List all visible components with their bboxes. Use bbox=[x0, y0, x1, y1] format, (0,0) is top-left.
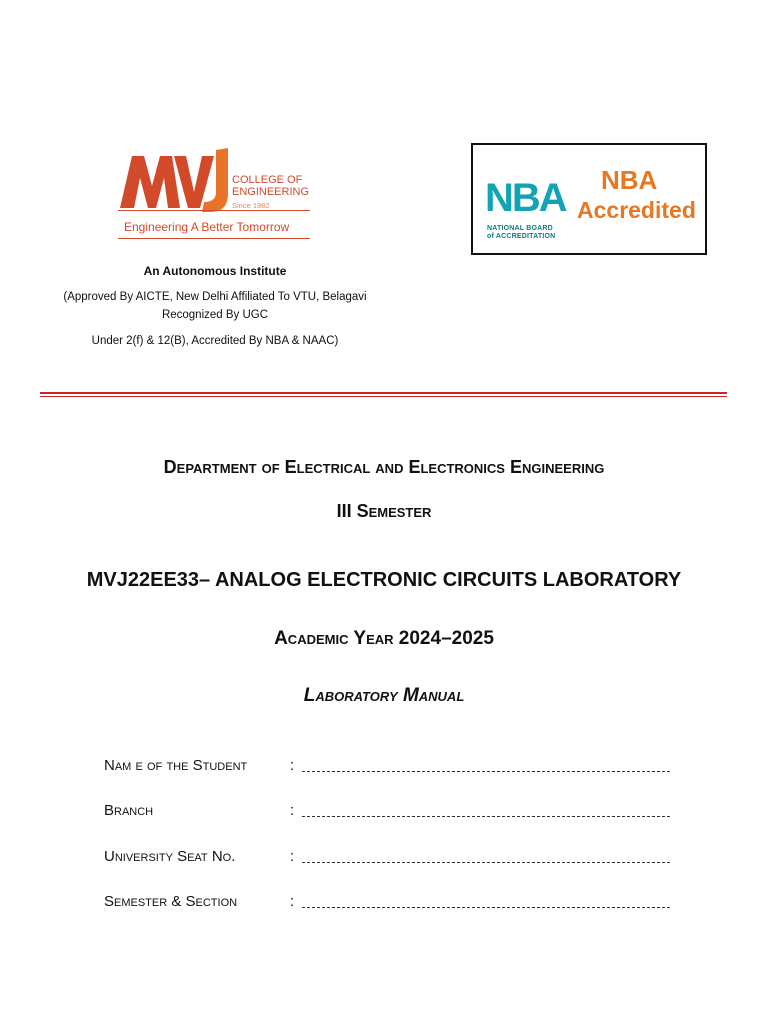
college-name-line2: ENGINEERING bbox=[232, 186, 310, 198]
department-title: Department of Electrical and Electronics Engineering bbox=[163, 457, 605, 477]
course-title: MVJ22EE33– ANALOG ELECTRONIC CIRCUITS LABORATORY bbox=[86, 569, 682, 591]
header-divider-thin bbox=[40, 396, 727, 397]
student-name-blank[interactable] bbox=[302, 771, 670, 772]
nba-full-name bbox=[487, 225, 555, 241]
academic-year: Academic Year 2024–2025 bbox=[274, 628, 494, 649]
field-label: Branch bbox=[104, 802, 154, 819]
nba-logo-mark bbox=[485, 171, 569, 223]
nba-accredited-label: Accredited bbox=[577, 197, 696, 223]
header-divider bbox=[40, 392, 727, 394]
nba-sub-line1: NATIONAL BOARD bbox=[487, 225, 553, 232]
since-year: Since 1982 bbox=[232, 201, 270, 210]
field-colon: : bbox=[290, 757, 295, 774]
field-label: Semester & Section bbox=[104, 893, 238, 910]
nba-title: NBA bbox=[601, 165, 658, 195]
nba-mark-text: NBA bbox=[485, 176, 566, 220]
field-colon: : bbox=[290, 802, 295, 819]
nba-sub-line2: of ACCREDITATION bbox=[487, 233, 556, 240]
field-label: University Seat No. bbox=[104, 848, 236, 865]
usn-blank[interactable] bbox=[302, 862, 670, 863]
approval-line-1: (Approved By AICTE, New Delhi Affiliated To VTU, Belagavi bbox=[63, 291, 367, 303]
institute-info bbox=[40, 262, 390, 350]
field-label: Nam e of the Student bbox=[104, 757, 248, 774]
college-name bbox=[232, 174, 309, 198]
branch-blank[interactable] bbox=[302, 816, 670, 817]
logo-divider bbox=[118, 210, 310, 211]
field-colon: : bbox=[290, 848, 295, 865]
manual-title: Laboratory Manual bbox=[303, 685, 465, 706]
approval-line-2: Recognized By UGC bbox=[161, 309, 269, 321]
autonomous-label: An Autonomous Institute bbox=[143, 264, 287, 278]
nba-accreditation-badge bbox=[471, 143, 707, 255]
semester-section-blank[interactable] bbox=[302, 907, 670, 908]
mvj-logo-mark bbox=[118, 146, 230, 214]
usn-field[interactable] bbox=[104, 848, 670, 872]
college-tagline: Engineering A Better Tomorrow bbox=[124, 220, 290, 234]
field-colon: : bbox=[290, 893, 295, 910]
student-name-field[interactable] bbox=[104, 757, 670, 781]
branch-field[interactable] bbox=[104, 802, 670, 826]
logo-divider-bottom bbox=[118, 238, 310, 239]
semester-title: III Semester bbox=[336, 501, 432, 521]
accreditation-line: Under 2(f) & 12(B), Accredited By NBA & NAAC) bbox=[91, 335, 339, 347]
semester-section-field[interactable] bbox=[104, 893, 670, 917]
college-logo bbox=[118, 146, 314, 240]
college-name-line1: COLLEGE OF bbox=[232, 174, 303, 186]
